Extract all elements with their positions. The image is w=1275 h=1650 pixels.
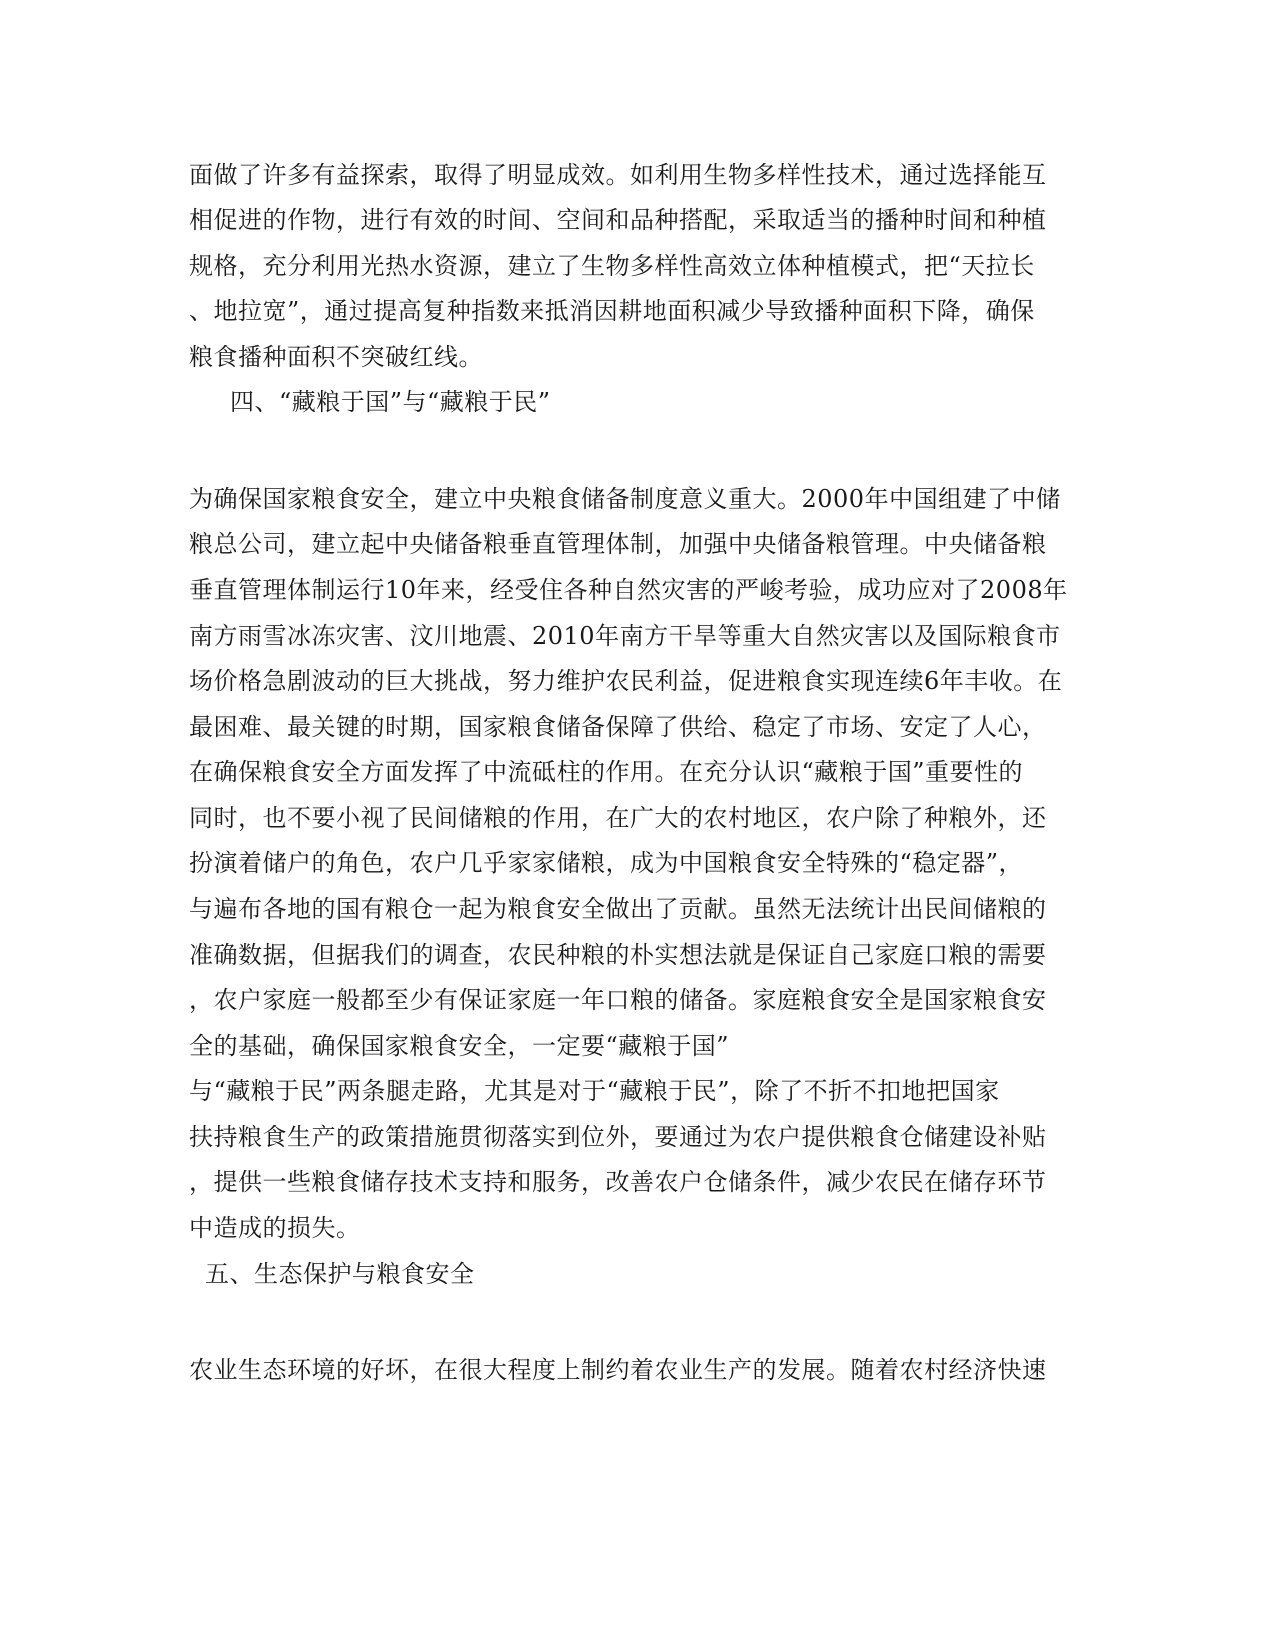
body-text-line: 同时，也不要小视了民间储粮的作用，在广大的农村地区，农户除了种粮外，还 (189, 804, 1047, 832)
body-text-line: 南方雨雪冰冻灾害、汶川地震、2010年南方干旱等重大自然灾害以及国际粮食市 (189, 622, 1061, 650)
body-text-line: 在确保粮食安全方面发挥了中流砥柱的作用。在充分认识“藏粮于国”重要性的 (189, 758, 1024, 786)
body-text-line: 场价格急剧波动的巨大挑战，努力维护农民利益，促进粮食实现连续6年丰收。在 (189, 667, 1063, 695)
body-text-line: 规格，充分利用光热水资源，建立了生物多样性高效立体种植模式，把“天拉长 (189, 252, 1035, 280)
body-text-line: 与遍布各地的国有粮仓一起为粮食安全做出了贡献。虽然无法统计出民间储粮的 (189, 895, 1047, 923)
section-heading-4: 四、“藏粮于国”与“藏粮于民” (230, 388, 551, 416)
body-text-line: 与“藏粮于民”两条腿走路，尤其是对于“藏粮于民”，除了不折不扣地把国家 (189, 1077, 1000, 1105)
body-text-line: 、地拉宽”，通过提高复种指数来抵消因耕地面积减少导致播种面积下降，确保 (189, 297, 1035, 325)
body-text-line: 为确保国家粮食安全，建立中央粮食储备制度意义重大。2000年中国组建了中储 (189, 485, 1061, 513)
section-heading-5: 五、生态保护与粮食安全 (205, 1260, 475, 1288)
body-text-line: ，提供一些粮食储存技术支持和服务，改善农户仓储条件，减少农民在储存环节 (189, 1168, 1047, 1196)
body-text-line: 垂直管理体制运行10年来，经受住各种自然灾害的严峻考验，成功应对了2008年 (189, 576, 1068, 604)
body-text-line: 中造成的损失。 (189, 1214, 361, 1242)
body-text-line: 粮食播种面积不突破红线。 (189, 343, 483, 371)
body-text-line: 扶持粮食生产的政策措施贯彻落实到位外，要通过为农户提供粮食仓储建设补贴 (189, 1123, 1047, 1151)
body-text-line: 全的基础，确保国家粮食安全，一定要“藏粮于国” (189, 1032, 730, 1060)
body-text-line: ，农户家庭一般都至少有保证家庭一年口粮的储备。家庭粮食安全是国家粮食安 (189, 986, 1047, 1014)
body-text-line: 相促进的作物，进行有效的时间、空间和品种搭配，采取适当的播种时间和种植 (189, 206, 1047, 234)
body-text-line: 准确数据，但据我们的调查，农民种粮的朴实想法就是保证自己家庭口粮的需要 (189, 941, 1047, 969)
body-text-line: 农业生态环境的好坏，在很大程度上制约着农业生产的发展。随着农村经济快速 (189, 1356, 1047, 1384)
body-text-line: 扮演着储户的角色，农户几乎家家储粮，成为中国粮食安全特殊的“稳定器”， (189, 849, 1024, 877)
body-text-line: 面做了许多有益探索，取得了明显成效。如利用生物多样性技术，通过选择能互 (189, 161, 1047, 189)
body-text-line: 粮总公司，建立起中央储备粮垂直管理体制，加强中央储备粮管理。中央储备粮 (189, 530, 1047, 558)
body-text-line: 最困难、最关键的时期，国家粮食储备保障了供给、稳定了市场、安定了人心， (189, 713, 1047, 741)
